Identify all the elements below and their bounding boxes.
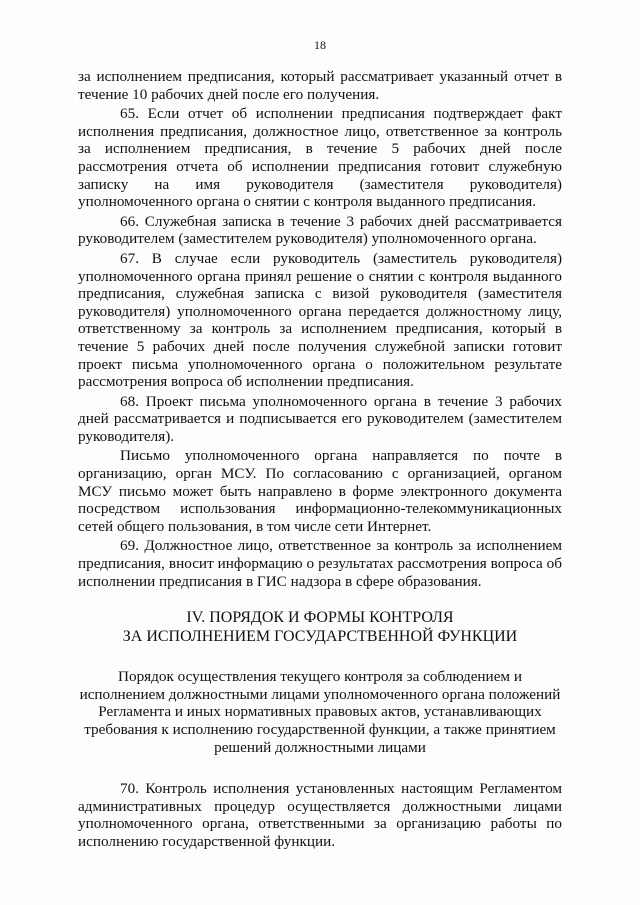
section-heading-line-2: ЗА ИСПОЛНЕНИЕМ ГОСУДАРСТВЕННОЙ ФУНКЦИИ: [122, 628, 518, 646]
paragraph-67: 67. В случае если руководитель (заместитель руководителя) уполномоченного органа принял решение о снятии с контроля выданного предписания, служебная записка с визой руководителя (заместителя руководителя) уполномоченного органа передается должностному лицу, ответственному за контроль за исполнением предписания, который в течение 5 рабочих дней после получения служебной записки готовит проект письма уполномоченного органа о положительном результате рассмотрения вопроса об исполнении предписания.: [78, 249, 562, 391]
subsection-line-4: требования к исполнению государственной функции, а также принятием: [84, 721, 556, 738]
document-body: [78, 68, 562, 851]
paragraph-69: 69. Должностное лицо, ответственное за контроль за исполнением предписания, вносит информацию о результатах рассмотрения вопроса об исполнении предписания в ГИС надзора в сфере образования.: [78, 537, 562, 590]
paragraph-68: 68. Проект письма уполномоченного органа в течение 3 рабочих дней рассматривается и подписывается его руководителем (заместителем руководителя).: [78, 392, 562, 445]
subsection-line-3: Регламента и иных нормативных правовых актов, устанавливающих: [98, 703, 542, 721]
paragraph-continuation: за исполнением предписания, который рассматривает указанный отчет в течение 10 рабочих дней после его получения.: [78, 68, 562, 103]
section-heading: [78, 608, 562, 646]
paragraph-letter: Письмо уполномоченного органа направляется по почте в организацию, орган МСУ. По согласованию с организацией, органом МСУ письмо может быть направлено в форме электронного документа посредством использования информационно-телекоммуникационных сетей общего пользования, в том числе сети Интернет.: [78, 447, 562, 535]
section-heading-line-1: IV. ПОРЯДОК И ФОРМЫ КОНТРОЛЯ: [186, 609, 454, 627]
subsection-line-5: решений должностными лицами: [214, 738, 426, 756]
paragraph-65: 65. Если отчет об исполнении предписания подтверждает факт исполнения предписания, должностное лицо, ответственное за контроль за исполнением предписания, в течение 5 рабочих дней после рассмотрения отчета об исполнении предписания готовит служебную записку на имя руководителя (заместителя руководителя) уполномоченного органа о снятии с контроля выданного предписания.: [78, 105, 562, 211]
subsection-heading: [78, 668, 562, 756]
paragraph-70: 70. Контроль исполнения установленных настоящим Регламентом административных процедур осуществляется должностными лицами уполномоченного органа, ответственными за организацию работы по исполнению государственной функции.: [78, 780, 562, 850]
page-number: 18: [314, 38, 326, 52]
paragraph-66: 66. Служебная записка в течение 3 рабочих дней рассматривается руководителем (заместителем руководителя) уполномоченного органа.: [78, 212, 562, 248]
subsection-line-1: Порядок осуществления текущего контроля за соблюдением и: [118, 668, 522, 686]
subsection-line-2: исполнением должностными лицами уполномоченного органа положений: [79, 685, 561, 703]
